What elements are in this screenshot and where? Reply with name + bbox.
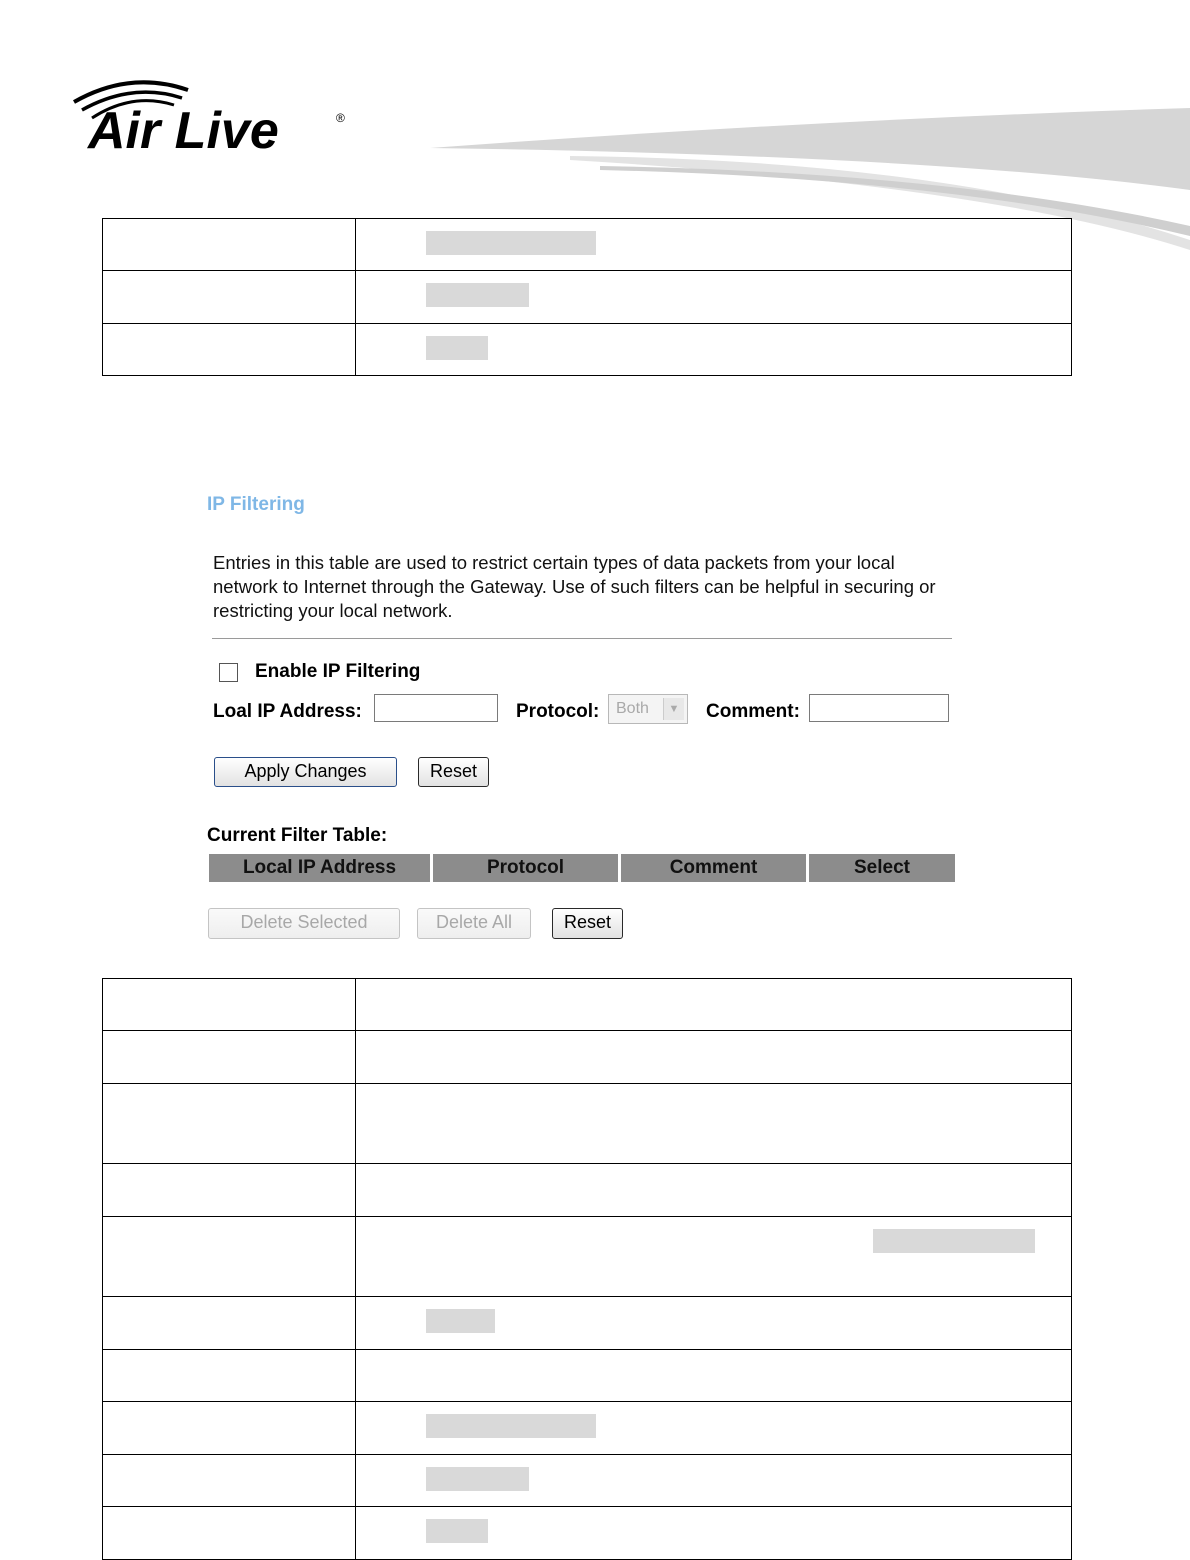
chevron-down-icon: ▼ [663,698,684,720]
reset-button[interactable]: Reset [418,757,489,787]
spec-value-cell [356,1164,1072,1217]
apply-changes-button[interactable]: Apply Changes [214,757,397,787]
local-ip-label: Loal IP Address: [213,701,362,722]
ip-filtering-panel [200,480,970,960]
spec-value-cell [356,1455,1072,1507]
spec-value-cell [356,979,1072,1031]
redacted-block [426,283,529,307]
spec-value-cell [356,1350,1072,1402]
registered-mark: ® [336,111,345,125]
column-header-select: Select [809,854,955,882]
column-header-local-ip: Local IP Address [209,854,430,882]
spec-label-cell [103,1455,356,1507]
protocol-value: Both [616,700,649,717]
spec-label-cell [103,1031,356,1084]
spec-value-cell [356,271,1072,324]
reset-table-button[interactable]: Reset [552,908,623,939]
redacted-block [426,1467,529,1491]
spec-value-cell [356,219,1072,271]
spec-value-cell [356,1084,1072,1164]
spec-label-cell [103,324,356,376]
spec-label-cell [103,1217,356,1297]
redacted-block [873,1229,1035,1253]
redacted-block [426,231,596,255]
spec-value-cell [356,1297,1072,1350]
spec-label-cell [103,1164,356,1217]
spec-label-cell [103,271,356,324]
spec-label-cell [103,1297,356,1350]
airlive-logo [70,72,360,162]
spec-value-cell [356,324,1072,376]
spec-label-cell [103,219,356,271]
spec-value-cell [356,1031,1072,1084]
redacted-block [426,1309,495,1333]
spec-value-cell [356,1402,1072,1455]
spec-table-top [102,218,1072,376]
comment-input[interactable] [809,694,949,722]
comment-label: Comment: [706,701,800,722]
column-header-comment: Comment [621,854,806,882]
spec-label-cell [103,979,356,1031]
spec-label-cell [103,1402,356,1455]
delete-selected-button[interactable]: Delete Selected [208,908,400,939]
delete-all-button[interactable]: Delete All [417,908,531,939]
spec-value-cell [356,1507,1072,1560]
divider [212,638,952,639]
local-ip-input[interactable] [374,694,498,722]
spec-table-bottom [102,978,1072,1560]
redacted-block [426,1519,488,1543]
protocol-label: Protocol: [516,701,600,722]
spec-label-cell [103,1507,356,1560]
enable-ip-filtering-checkbox[interactable] [219,663,238,682]
redacted-block [426,1414,596,1438]
column-header-protocol: Protocol [433,854,618,882]
protocol-select[interactable] [608,694,688,724]
spec-label-cell [103,1084,356,1164]
page-title: IP Filtering [207,494,305,515]
description-text: Entries in this table are used to restrict certain types of data packets from your local network to Internet through the Gateway. Use of such filters can be helpful in securing or restricting your local network. [213,552,936,621]
logo-wordmark: Air Live [88,102,279,160]
redacted-block [426,336,488,360]
spec-value-cell [356,1217,1072,1297]
spec-label-cell [103,1350,356,1402]
enable-ip-filtering-label: Enable IP Filtering [255,661,421,682]
current-filter-table-title: Current Filter Table: [207,825,388,846]
